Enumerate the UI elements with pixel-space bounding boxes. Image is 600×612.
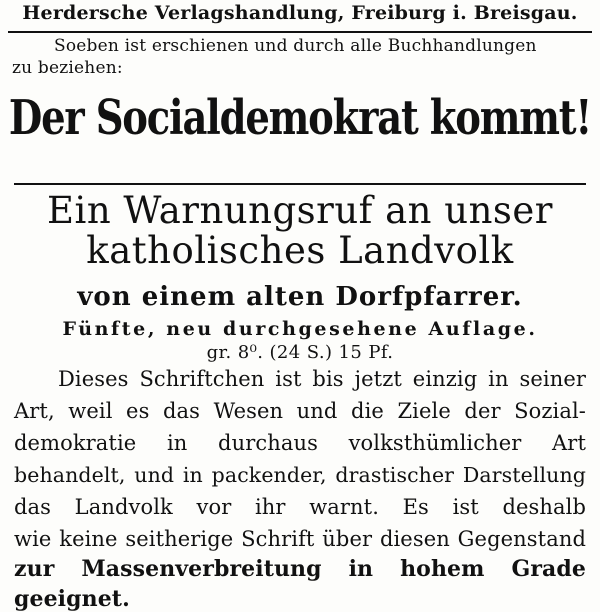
publisher-line: Herdersche Verlagshandlung, Freiburg i. Breisgau. [22,2,578,24]
headline-rule [14,183,586,185]
body-line-7: zur Massenverbreitung in hohem Grade [14,556,586,582]
intro-line-2: zu beziehen: [12,58,123,78]
body-line-3: demokratie in durchaus volksthümlicher Art [14,431,586,455]
top-rule [8,31,592,33]
subtitle-line-1: Ein Warnungsruf an unser [46,189,553,232]
edition-line: Fünfte, neu durchgesehene Auflage. [62,318,538,340]
body-line-8: geeignet. [14,586,130,612]
body-line-4: behandelt, und in packender, drastischer Darstellung [14,463,586,487]
price-line: gr. 8⁰. (24 S.) 15 Pf. [206,342,394,363]
subtitle-line-3: von einem alten Dorfpfarrer. [77,282,523,312]
body-line-6: wie keine seitherige Schrift über diesen Gegenstand [14,527,586,551]
body-line-2: Art, weil es das Wesen und die Ziele der Sozial- [14,399,586,423]
subtitle-line-2: katholisches Landvolk [86,229,514,272]
headline: Der Socialdemokrat kommt! [8,90,592,147]
body-line-5: das Landvolk vor ihr warnt. Es ist deshalb [14,495,586,519]
intro-line-1: Soeben ist erschienen und durch alle Buchhandlungen [54,36,537,56]
body-line-1: Dieses Schriftchen ist bis jetzt einzig in seiner [58,367,586,391]
